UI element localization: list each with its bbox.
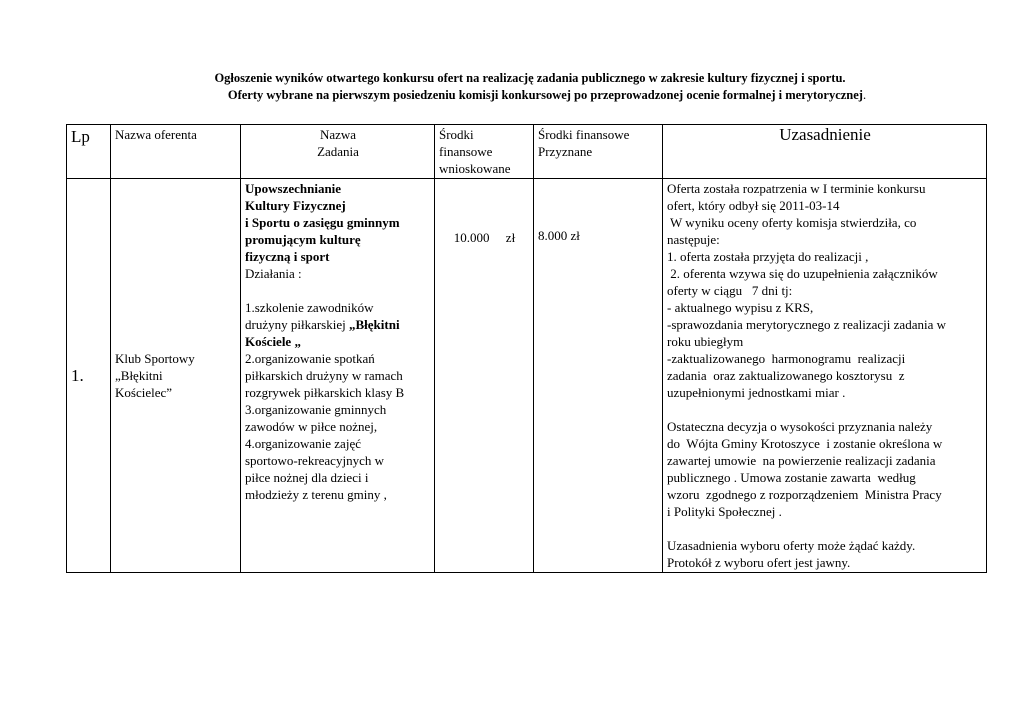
zadanie-title-line: i Sportu o zasięgu gminnym [245, 215, 400, 230]
table-header-row [67, 125, 987, 179]
dzialanie-item: rozgrywek piłkarskich klasy B [245, 385, 405, 400]
dzialanie-item: 3.organizowanie gminnych [245, 402, 387, 417]
dzialanie-item-team: „Błękitni [348, 317, 400, 332]
uzasadnienie-line: Ostateczna decyzja o wysokości przyznania należy [667, 419, 933, 434]
header-wnioskowane-line-3: wnioskowane [439, 161, 511, 176]
dzialania-label: Działania : [245, 266, 302, 281]
cell-uzasadnienie [663, 179, 987, 573]
dzialanie-item: młodzieży z terenu gminy , [245, 487, 387, 502]
header-wnioskowane-line-2: finansowe [439, 144, 493, 159]
heading-line-1: Ogłoszenie wyników otwartego konkursu ofert na realizację zadania publicznego w zakresie kultury fizycznej i sportu. [214, 71, 846, 85]
uzasadnienie-line: - aktualnego wypisu z KRS, [667, 300, 814, 315]
zadanie-title-line: Kultury Fizycznej [245, 198, 346, 213]
header-zadanie-line-1: Nazwa [319, 127, 357, 142]
header-lp: Lp [67, 125, 111, 179]
dzialanie-item: 2.organizowanie spotkań [245, 351, 375, 366]
cell-lp: 1. [67, 179, 111, 573]
cell-oferent [111, 179, 241, 573]
cell-przyznane: 8.000 zł [534, 179, 663, 573]
dzialanie-item: piłce nożnej dla dzieci i [245, 470, 369, 485]
dzialanie-item: piłkarskich drużyny w ramach [245, 368, 403, 383]
uzasadnienie-line: zadania oraz zaktualizowanego kosztorysu z [667, 368, 905, 383]
header-oferent: Nazwa oferenta [111, 125, 241, 179]
uzasadnienie-line: i Polityki Społecznej . [667, 504, 782, 519]
dzialanie-item-team: Kościele „ [245, 334, 301, 349]
dzialanie-item: zawodów w piłce nożnej, [245, 419, 378, 434]
header-wnioskowane-line-1: Środki [439, 127, 474, 142]
zadanie-title-line: Upowszechnianie [245, 181, 342, 196]
uzasadnienie-line: -zaktualizowanego harmonogramu realizacji [667, 351, 906, 366]
oferent-line-1: Klub Sportowy [115, 351, 195, 366]
uzasadnienie-line: wzoru zgodnego z rozporządzeniem Ministra Pracy [667, 487, 942, 502]
header-przyznane-line-1: Środki finansowe [538, 127, 630, 142]
heading-line-2-text: Oferty wybrane na pierwszym posiedzeniu komisji konkursowej po przeprowadzonej ocenie formalnej i merytorycznej [227, 88, 863, 102]
dzialanie-item: sportowo-rekreacyjnych w [245, 453, 384, 468]
oferent-line-2: „Błękitni [115, 368, 163, 383]
dzialanie-item [245, 316, 431, 333]
uzasadnienie-line: zawartej umowie na powierzenie realizacji zadania [667, 453, 936, 468]
dzialanie-item-text: drużyny piłkarskiej [245, 317, 349, 332]
spacer [667, 401, 983, 418]
uzasadnienie-line: Oferta została rozpatrzenia w I terminie konkursu [667, 181, 926, 196]
dzialanie-item: 1.szkolenie zawodników [245, 300, 374, 315]
document-heading [0, 70, 1024, 104]
results-table [66, 124, 987, 573]
uzasadnienie-line: uzupełnionymi jednostkami miar . [667, 385, 846, 400]
uzasadnienie-line: następuje: [667, 232, 720, 247]
uzasadnienie-line: ofert, który odbył się 2011-03-14 [667, 198, 840, 213]
spacer [667, 520, 983, 537]
dzialanie-item: 4.organizowanie zajęć [245, 436, 361, 451]
uzasadnienie-line: 1. oferta została przyjęta do realizacji , [667, 249, 869, 264]
uzasadnienie-line: -sprawozdania merytorycznego z realizacji zadania w [667, 317, 946, 332]
uzasadnienie-line: oferty w ciągu 7 dni tj: [667, 283, 793, 298]
zadanie-title-line: fizyczną i sport [245, 249, 330, 264]
header-zadanie-line-2: Zadania [317, 144, 359, 159]
header-uzasadnienie: Uzasadnienie [663, 125, 987, 179]
spacer [245, 282, 431, 299]
zadanie-title-line: promującym kulturę [245, 232, 361, 247]
cell-zadanie [241, 179, 435, 573]
uzasadnienie-line: W wyniku oceny oferty komisja stwierdziła, co [667, 215, 917, 230]
uzasadnienie-line: roku ubiegłym [667, 334, 744, 349]
uzasadnienie-line: Protokół z wyboru ofert jest jawny. [667, 555, 851, 570]
heading-line-2 [0, 87, 1024, 104]
header-przyznane-line-2: Przyznane [538, 144, 593, 159]
heading-line-2-period: . [862, 88, 867, 102]
oferent-line-3: Kościelec” [115, 385, 173, 400]
cell-wnioskowane: 10.000 zł [435, 179, 534, 573]
uzasadnienie-line: Uzasadnienia wyboru oferty może żądać każdy. [667, 538, 916, 553]
header-wnioskowane [435, 125, 534, 179]
uzasadnienie-line: publicznego . Umowa zostanie zawarta według [667, 470, 916, 485]
uzasadnienie-line: 2. oferenta wzywa się do uzupełnienia załączników [667, 266, 938, 281]
header-zadanie [241, 125, 435, 179]
uzasadnienie-line: do Wójta Gminy Krotoszyce i zostanie określona w [667, 436, 943, 451]
table-row [67, 179, 987, 573]
header-przyznane [534, 125, 663, 179]
